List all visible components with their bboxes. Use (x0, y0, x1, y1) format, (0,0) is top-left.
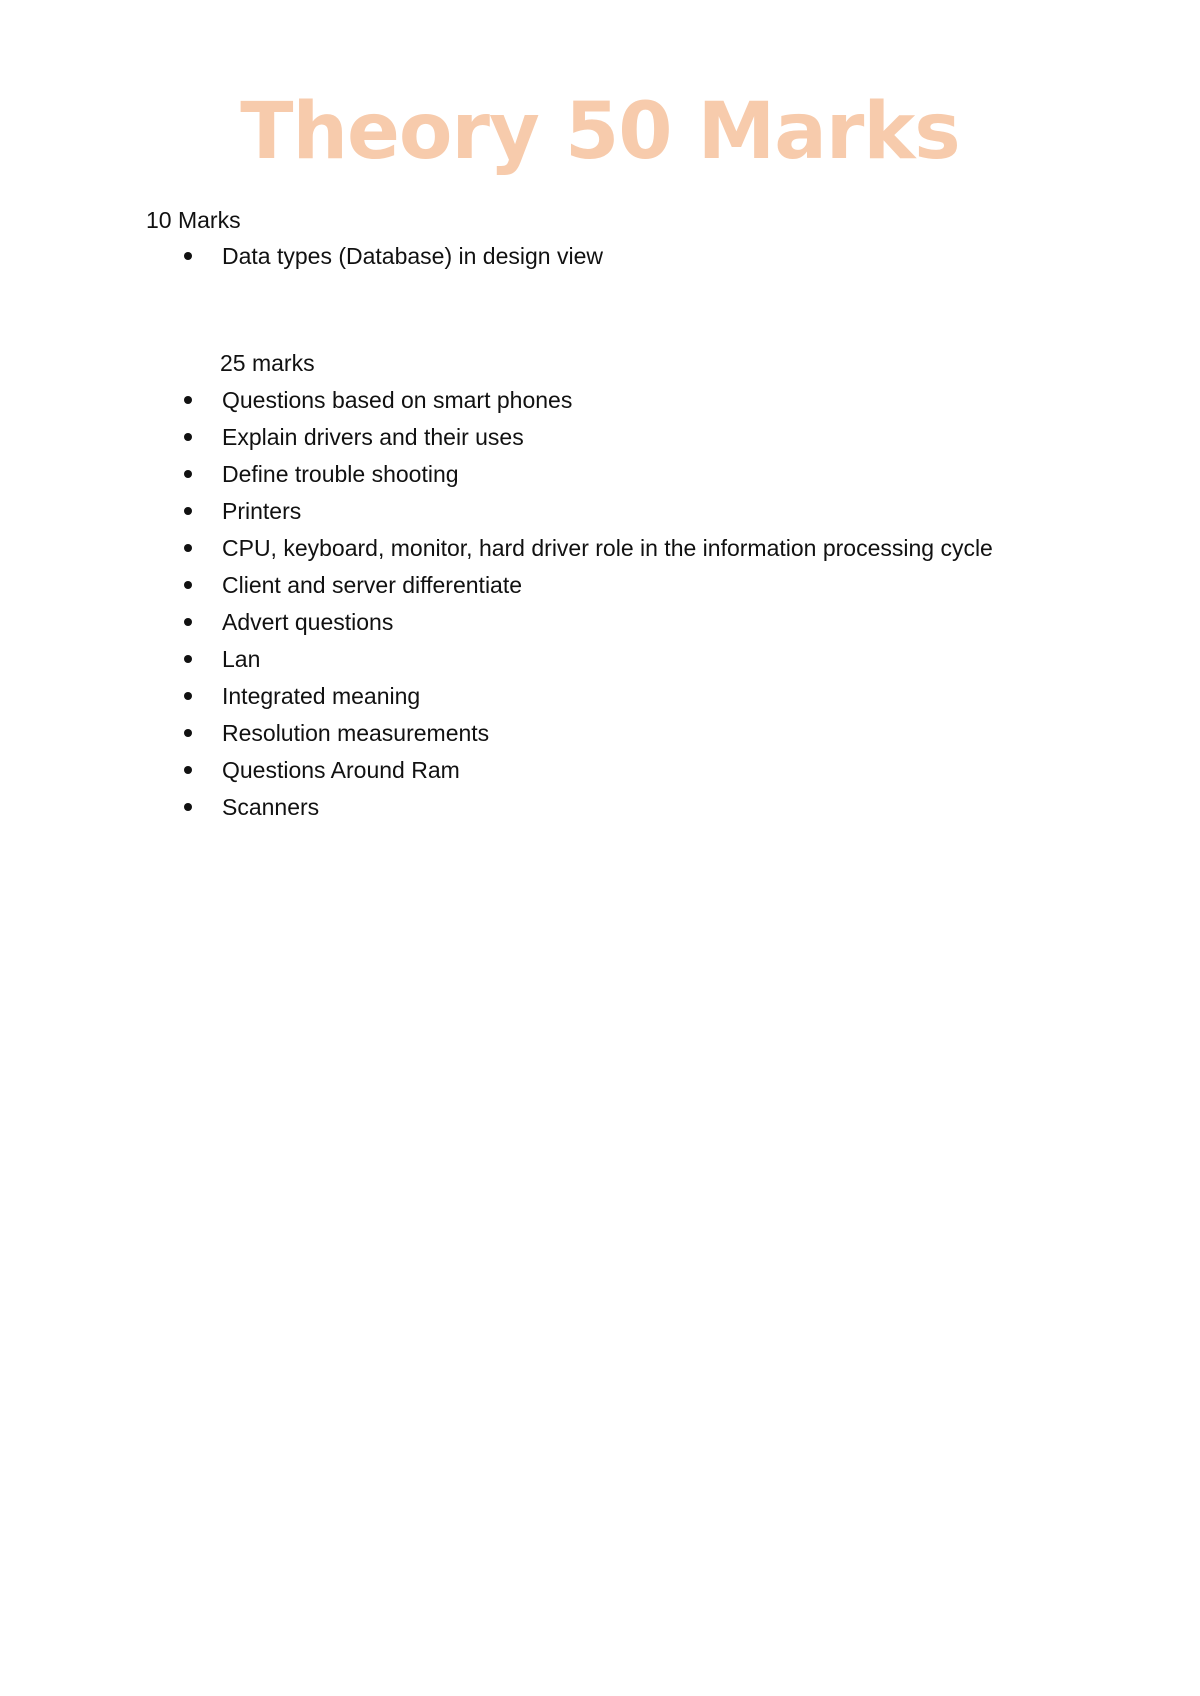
bullet-icon (184, 396, 192, 404)
bullet-icon (184, 507, 192, 515)
bullet-icon (184, 729, 192, 737)
bullet-icon (184, 252, 192, 260)
bullet-icon (184, 433, 192, 441)
bullet-icon (184, 655, 192, 663)
bullet-icon (184, 692, 192, 700)
bullet-icon (184, 803, 192, 811)
document-title: Theory 50 Marks (240, 87, 960, 177)
bullet-icon (184, 544, 192, 552)
bullet-icon (184, 470, 192, 478)
bullet-icon (184, 766, 192, 774)
section-heading-10-marks: 10 Marks (146, 207, 241, 233)
bullet-icon (184, 581, 192, 589)
bullet-icon (184, 618, 192, 626)
section-heading-25-marks: 25 marks (220, 350, 315, 376)
